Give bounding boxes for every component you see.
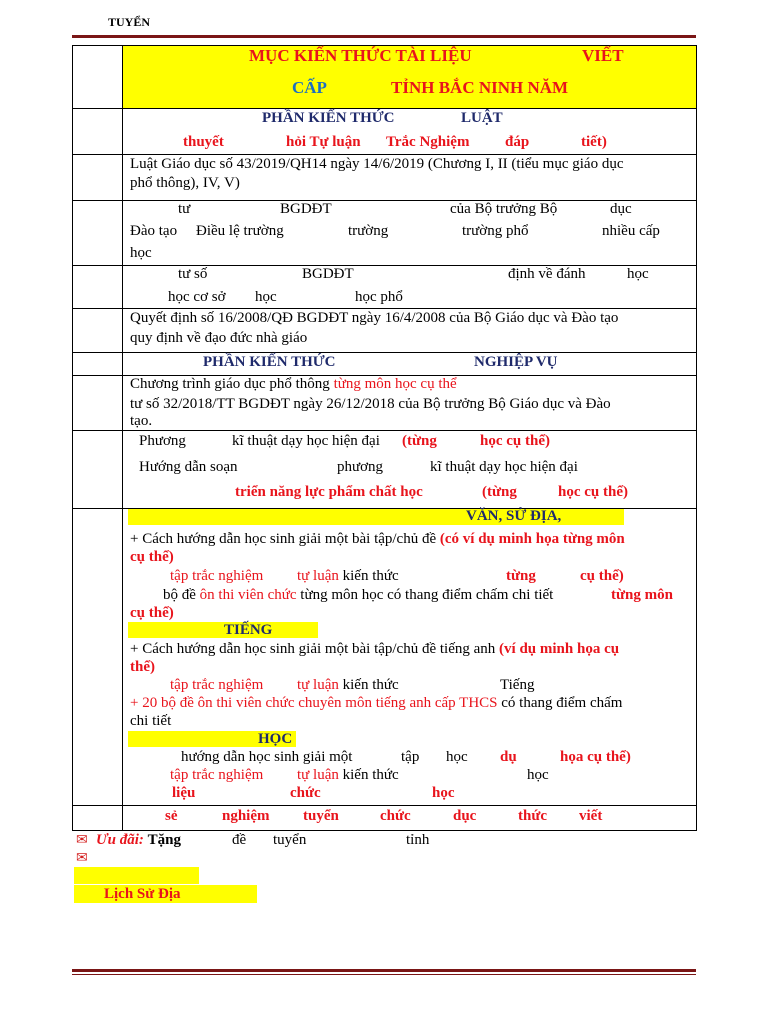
- row-divider: [72, 430, 697, 431]
- row3-text: học phổ: [355, 289, 403, 305]
- row7-text-a: có thang điểm chấm: [497, 695, 623, 711]
- row3-text: học: [255, 289, 277, 305]
- row7-text: [163, 587, 553, 604]
- row7-text: [130, 531, 625, 548]
- row3-text: học: [627, 266, 649, 282]
- row7-text: chức: [290, 785, 321, 801]
- row7-text-red: tự luận: [297, 568, 339, 584]
- row6-text: (từng: [482, 484, 517, 500]
- row8-text: chức: [380, 808, 411, 824]
- row7-text-a: kiến thức: [338, 677, 399, 693]
- row7-text: [130, 641, 619, 658]
- mail-icon: ✉: [76, 833, 88, 848]
- row7-text-a: bộ đề: [163, 587, 200, 603]
- row-divider: [72, 830, 697, 831]
- row8-text: tuyển: [303, 808, 339, 824]
- row7-text: cụ thể): [130, 605, 174, 621]
- row7-text-red: (có ví dụ minh họa từng môn: [439, 531, 625, 547]
- row2-text: học: [130, 245, 152, 261]
- subjects-text: Lịch Sử Địa: [104, 886, 181, 902]
- row8-text: thức: [518, 808, 547, 824]
- row6-text: phương: [337, 459, 384, 475]
- section1-sub: đáp: [505, 134, 530, 150]
- row5-text: tạo.: [130, 413, 153, 429]
- row7-text: tập: [401, 749, 420, 765]
- header-small: TUYỂN: [108, 15, 151, 29]
- section1-sub: tiết): [581, 134, 607, 150]
- row3-text: tư số: [178, 266, 208, 282]
- row7-text: thể): [130, 659, 155, 675]
- bottom-rule-thin: [72, 974, 696, 975]
- row7-text: Tiếng: [500, 677, 535, 693]
- row7-text: [297, 677, 399, 694]
- row8-text: dục: [453, 808, 477, 824]
- title-line1-b: VIẾT: [582, 46, 624, 65]
- row7-text-a: + Cách hướng dẫn học sinh giải một bài tập/chủ đề: [130, 531, 440, 547]
- row7-text: cụ thể): [580, 568, 624, 584]
- row7-text-red: (ví dụ minh họa cụ: [499, 641, 620, 657]
- row7-text: từng môn: [611, 587, 673, 603]
- row5-text: tư số 32/2018/TT BGDĐT ngày 26/12/2018 của Bộ trưởng Bộ Giáo dục và Đào: [130, 396, 611, 412]
- row8-text: sẻ: [165, 808, 178, 824]
- row7-text: tập trắc nghiệm: [170, 677, 264, 693]
- row7-text: liệu: [172, 785, 196, 801]
- section1-sub: Trắc Nghiệm: [386, 134, 470, 150]
- row7-text-a: từng môn học có thang điểm chấm chi tiết: [296, 587, 554, 603]
- row7-text: dụ: [500, 749, 517, 765]
- row7-text: học: [432, 785, 455, 801]
- row6-text: học cụ thể): [480, 433, 550, 449]
- row-divider: [72, 154, 697, 155]
- row-divider: [72, 108, 697, 109]
- row5-text-red: từng môn học cụ thể: [333, 376, 457, 392]
- table-column-divider: [122, 45, 123, 831]
- offer-label: Ưu đãi:: [96, 832, 144, 848]
- row6-text: học cụ thể): [558, 484, 628, 500]
- subject-hoc: HỌC: [258, 731, 293, 747]
- row7-text: tập trắc nghiệm: [170, 767, 264, 783]
- row2-text: dục: [610, 201, 632, 217]
- row7-text-a: kiến thức: [338, 767, 399, 783]
- table-left-border: [72, 45, 73, 831]
- section1-sub: thuyết: [183, 134, 224, 150]
- row7-text: họa cụ thể): [560, 749, 631, 765]
- row-divider: [72, 265, 697, 266]
- offer-rest: tuyển: [273, 832, 307, 848]
- row3-text: BGDĐT: [302, 266, 354, 282]
- offer-rest: tỉnh: [406, 832, 430, 848]
- row7-text: [297, 568, 399, 585]
- section2-heading-b: NGHIỆP VỤ: [474, 354, 558, 370]
- highlight-bar: [128, 622, 318, 638]
- bottom-rule: [72, 969, 696, 972]
- row5-text: [130, 376, 457, 393]
- section1-heading-b: LUẬT: [461, 110, 503, 126]
- row7-text: hướng dẫn học sinh giải một: [181, 749, 353, 765]
- row2-text: nhiều cấp: [602, 223, 660, 239]
- row6-text: triển năng lực phẩm chất học: [235, 484, 423, 500]
- row2-text: trường phổ: [462, 223, 529, 239]
- title-line1-a: MỤC KIẾN THỨC TÀI LIỆU: [249, 46, 472, 65]
- row6-text: kĩ thuật dạy học hiện đại: [232, 433, 380, 449]
- highlight-bar: [74, 867, 199, 884]
- offer-rest: đề: [232, 832, 247, 848]
- section1-heading-a: PHẦN KIẾN THỨC: [262, 110, 395, 126]
- row2-text: Đào tạo: [130, 223, 178, 239]
- row-divider: [72, 308, 697, 309]
- subject-tieng: TIẾNG: [224, 622, 273, 638]
- row7-text-red: + 20 bộ đề ôn thi viên chức chuyên môn tiếng anh cấp THCS: [130, 695, 498, 711]
- row8-text: viết: [579, 808, 603, 824]
- title-line2-b: TỈNH BẮC NINH NĂM: [391, 78, 569, 97]
- row7-text: cụ thể): [130, 549, 174, 565]
- row7-text: [297, 767, 399, 784]
- row1-text: Luật Giáo dục số 43/2019/QH14 ngày 14/6/2019 (Chương I, II (tiểu mục giáo dục: [130, 156, 624, 172]
- row-divider: [72, 805, 697, 806]
- row6-text: (từng: [402, 433, 437, 449]
- table-right-border: [696, 45, 697, 831]
- row2-text: tư: [178, 201, 191, 217]
- row7-text: tập trắc nghiệm: [170, 568, 264, 584]
- section2-heading-a: PHẦN KIẾN THỨC: [203, 354, 336, 370]
- row7-text: từng: [506, 568, 536, 584]
- offer-line: [96, 832, 181, 849]
- row7-text: [130, 695, 622, 712]
- row4-text: Quyết định số 16/2008/QĐ BGDĐT ngày 16/4/2008 của Bộ Giáo dục và Đào tạo: [130, 310, 619, 326]
- offer-text: Tặng: [147, 832, 181, 848]
- row7-text: học: [527, 767, 549, 783]
- title-line2-a: CẤP: [292, 78, 327, 97]
- row3-text: học cơ sở: [168, 289, 226, 305]
- row5-text-a: Chương trình giáo dục phổ thông: [130, 376, 334, 392]
- row6-text: Phương: [139, 433, 186, 449]
- row1-text: phổ thông), IV, V): [130, 175, 240, 191]
- row2-text: BGDĐT: [280, 201, 332, 217]
- subject-van-su-dia: VĂN, SỬ ĐỊA,: [466, 508, 562, 524]
- mail-icon: ✉: [76, 851, 88, 866]
- row6-text: Hướng dẫn soạn: [139, 459, 238, 475]
- row7-text-red: tự luận: [297, 767, 339, 783]
- row3-text: định về đánh: [508, 266, 586, 282]
- row7-text-a: kiến thức: [338, 568, 399, 584]
- row4-text: quy định về đạo đức nhà giáo: [130, 330, 308, 346]
- top-rule: [72, 35, 696, 38]
- row2-text: trường: [348, 223, 389, 239]
- row7-text: chi tiết: [130, 713, 172, 729]
- row-divider: [72, 200, 697, 201]
- section1-sub: hỏi Tự luận: [286, 134, 361, 150]
- row8-text: nghiệm: [222, 808, 270, 824]
- row2-text: Điều lệ trường: [196, 223, 284, 239]
- row6-text: kĩ thuật dạy học hiện đại: [430, 459, 578, 475]
- row7-text-red: tự luận: [297, 677, 339, 693]
- row7-text-a: + Cách hướng dẫn học sinh giải một bài tập/chủ đề tiếng anh: [130, 641, 500, 657]
- row2-text: của Bộ trưởng Bộ: [450, 201, 558, 217]
- row7-text-red: ôn thi viên chức: [199, 587, 297, 603]
- row-divider: [72, 352, 697, 353]
- row7-text: học: [446, 749, 468, 765]
